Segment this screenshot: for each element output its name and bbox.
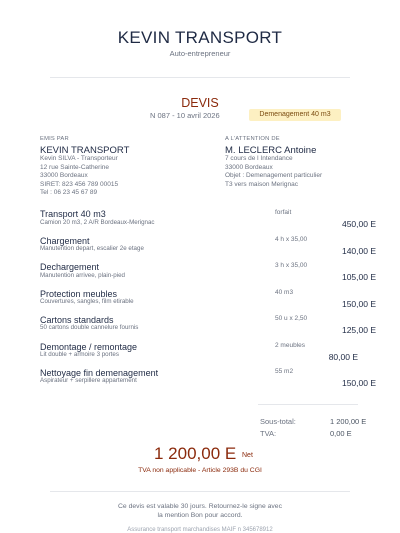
document-number-date: N 087 - 10 avril 2026: [150, 111, 220, 120]
issuer-line: 12 rue Sainte-Catherine: [40, 163, 110, 171]
insurance-note: Assurance transport marchandises MAIF n 345678912: [127, 527, 273, 533]
line-item-title: Transport 40 m3: [40, 209, 106, 219]
line-item-amount: 140,00 E: [341, 246, 376, 256]
footer-divider: [50, 491, 350, 492]
client-line: 7 cours de l Intendance: [225, 155, 293, 162]
issuer-line: Tel : 06 23 45 67 89: [40, 189, 98, 197]
acceptance-note: la mention Bon pour accord.: [157, 512, 243, 519]
line-item-amount: 125,00 E: [341, 325, 376, 335]
line-item-description: Lit double + armoire 3 portes: [40, 351, 119, 358]
validity-note: Ce devis est valable 30 jours. Retournez-le signe avec: [118, 503, 282, 510]
line-item-amount: 150,00 E: [341, 299, 376, 309]
line-item-quantity: 55 m2: [275, 368, 294, 375]
client-line: Objet : Demenagement particulier: [225, 172, 323, 180]
line-item-amount: 105,00 E: [341, 272, 376, 282]
line-item-title: Chargement: [40, 236, 90, 246]
grand-total: 1 200,00 E: [154, 444, 237, 463]
tva-exemption-note: TVA non applicable - Article 293B du CGI: [138, 467, 262, 474]
subtotal-label: Sous-total:: [260, 417, 296, 426]
issuer-label: EMIS PAR: [40, 136, 69, 142]
totals-divider: [258, 404, 358, 405]
issuer-address: [40, 155, 118, 198]
client-line: T3 vers maison Merignac: [225, 180, 298, 188]
document-type: DEVIS: [181, 96, 219, 110]
line-item-description: Camion 20 m3, 2 A/R Bordeaux-Merignac: [40, 219, 155, 226]
line-item-quantity: 4 h x 35,00: [275, 236, 308, 243]
issuer-line: SIRET: 823 456 789 00015: [40, 180, 119, 188]
client-name: M. LECLERC Antoine: [225, 145, 317, 156]
line-item-title: Demontage / remontage: [40, 342, 138, 352]
client-address: [225, 155, 322, 189]
line-item-title: Nettoyage fin demenagement: [40, 368, 159, 378]
line-item-title: Cartons standards: [40, 315, 114, 325]
company-status: Auto-entrepreneur: [169, 49, 231, 58]
line-item-quantity: 3 h x 35,00: [275, 262, 308, 269]
line-item-description: Manutention depart, escalier 2e etage: [40, 245, 144, 252]
line-item-quantity: 50 u x 2,50: [275, 315, 308, 322]
subtotal-value: 1 200,00 E: [330, 417, 367, 426]
tva-label: TVA:: [260, 429, 277, 438]
line-item-description: 50 cartons double cannelure fournis: [40, 324, 139, 331]
line-item-description: Aspirateur + serpillere appartement: [40, 377, 137, 384]
line-item-quantity: 40 m3: [275, 289, 294, 296]
line-item-quantity: forfait: [275, 209, 292, 216]
tva-value: 0,00 E: [330, 429, 352, 438]
line-item-description: Manutention arrivee, plain-pied: [40, 272, 125, 279]
line-item-amount: 450,00 E: [341, 219, 376, 229]
line-item-amount: 80,00 E: [328, 352, 358, 362]
issuer-line: Kevin SILVA - Transporteur: [40, 155, 118, 162]
subject-badge: Demenagement 40 m3: [249, 109, 341, 121]
line-item-amount: 150,00 E: [341, 378, 376, 388]
issuer-name: KEVIN TRANSPORT: [40, 145, 130, 156]
divider: [50, 77, 350, 78]
issuer-line: 33000 Bordeaux: [40, 172, 88, 180]
client-label: A L'ATTENTION DE: [225, 136, 280, 142]
line-item-title: Dechargement: [40, 262, 100, 272]
line-item-title: Protection meubles: [40, 289, 118, 299]
client-line: 33000 Bordeaux: [225, 163, 273, 171]
grand-total-suffix: Net: [242, 452, 253, 459]
line-item-quantity: 2 meubles: [275, 342, 305, 349]
company-title: KEVIN TRANSPORT: [117, 28, 283, 47]
line-item-description: Couvertures, sangles, film etirable: [40, 298, 134, 305]
